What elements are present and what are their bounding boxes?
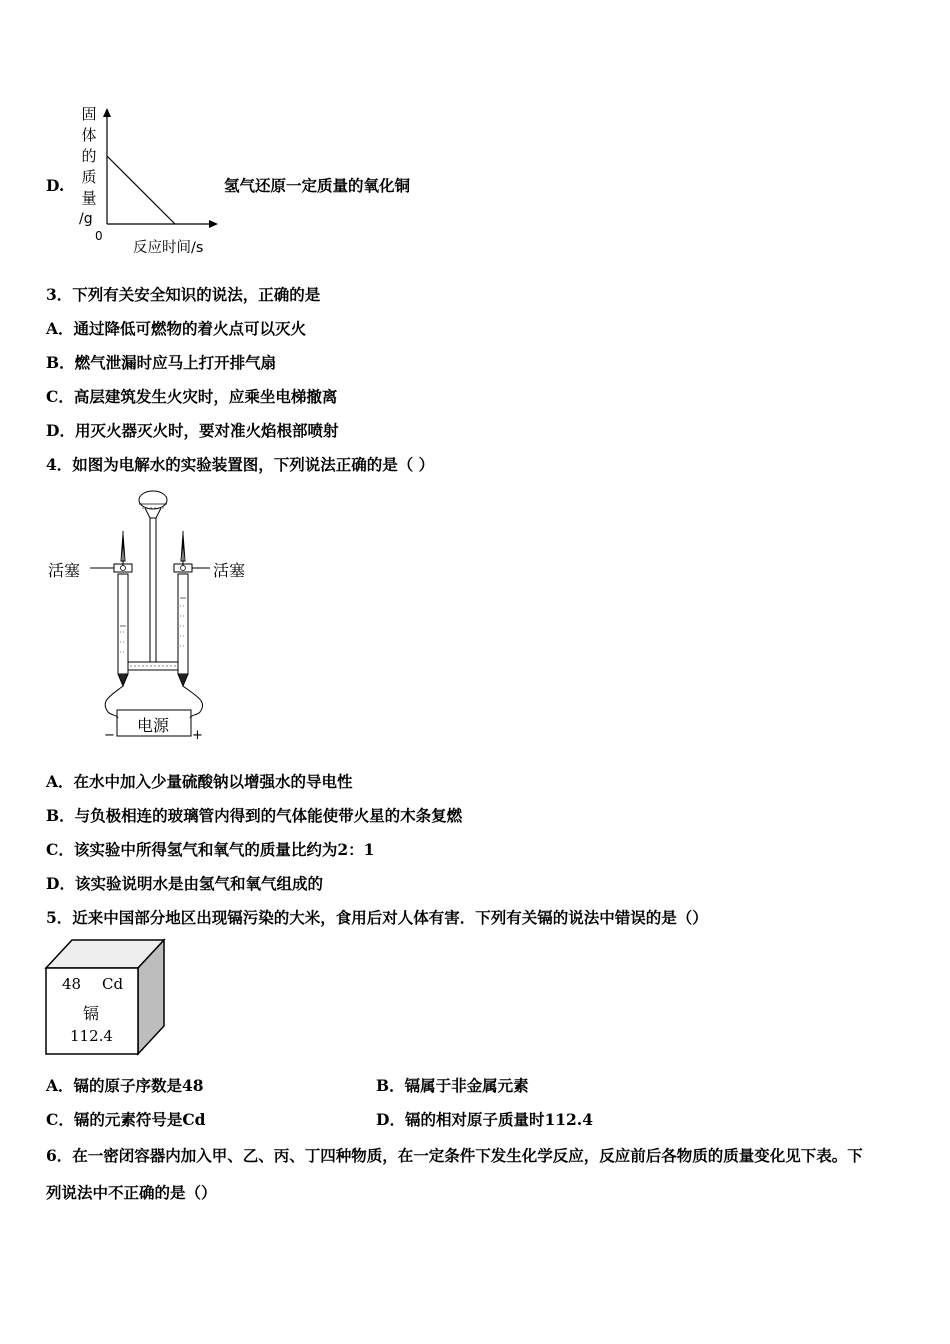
graph-y-char: 体: [81, 126, 97, 144]
q4-option-d: D．该实验说明水是由氢气和氧气组成的: [46, 874, 323, 893]
graph-y-char: 质: [81, 168, 97, 186]
q6-stem-line1: 6．在一密闭容器内加入甲、乙、丙、丁四种物质，在一定条件下发生化学反应，反应前后各物质的质量变化见下表。下: [46, 1146, 863, 1165]
graph-y-char: 的: [81, 147, 97, 165]
graph-y-char: 固: [81, 105, 97, 123]
q3-option-a: A．通过降低可燃物的着火点可以灭火: [46, 319, 307, 338]
q3-option-b: B．燃气泄漏时应马上打开排气扇: [46, 353, 277, 372]
element-mass: 112.4: [70, 1027, 113, 1045]
right-wire: [183, 686, 203, 718]
graph-x-label: 反应时间/s: [133, 240, 204, 256]
q3-option-d: D．用灭火器灭火时，要对准火焰根部喷射: [46, 421, 339, 440]
q4-stem: 4．如图为电解水的实验装置图，下列说法正确的是（ ）: [46, 455, 435, 474]
right-electrode: [178, 674, 188, 686]
q5-option-c: C．镉的元素符号是Cd: [46, 1110, 206, 1129]
graph-y-label: [79, 104, 99, 209]
q3-stem: 3．下列有关安全知识的说法，正确的是: [46, 285, 321, 304]
q5-option-d: D．镉的相对原子质量时112.4: [376, 1110, 593, 1129]
q2-option-d-caption: 氢气还原一定质量的氧化铜: [224, 176, 411, 195]
positive-terminal: +: [192, 728, 203, 743]
q4-option-b: B．与负极相连的玻璃管内得到的气体能使带火星的木条复燃: [46, 806, 463, 825]
negative-terminal: −: [104, 728, 115, 743]
electrolysis-apparatus: [90, 486, 240, 746]
graph-y-arrow: [103, 108, 111, 117]
q3-option-c: C．高层建筑发生火灾时，应乘坐电梯撤离: [46, 387, 338, 406]
element-name: 镉: [83, 1004, 100, 1023]
q5-option-b: B．镉属于非金属元素: [376, 1076, 529, 1095]
q4-option-c: C．该实验中所得氢气和氧气的质量比约为2：1: [46, 840, 375, 859]
q6-stem-line2: 列说法中不正确的是（）: [46, 1183, 217, 1202]
q2-option-d-letter: D.: [46, 176, 65, 195]
power-source-label: 电源: [137, 716, 170, 735]
element-number: 48: [62, 975, 82, 993]
q5-stem: 5．近来中国部分地区出现镉污染的大米，食用后对人体有害．下列有关镉的说法中错误的是（）: [46, 908, 708, 927]
q5-option-a: A．镉的原子序数是48: [46, 1076, 204, 1095]
left-stopcock-label: 活塞: [48, 561, 81, 580]
element-symbol: Cd: [102, 975, 124, 993]
left-electrode: [118, 674, 128, 686]
graph-mass-line: [107, 156, 175, 224]
graph-y-char: 量: [81, 189, 97, 207]
left-wire: [105, 686, 123, 718]
funnel-bulb: [139, 491, 167, 509]
right-stopcock-label: 活塞: [213, 561, 246, 580]
right-tube: [178, 574, 188, 674]
graph-origin: 0: [95, 229, 103, 243]
graph-y-unit: /g: [79, 211, 93, 227]
q4-option-a: A．在水中加入少量硫酸钠以增强水的导电性: [46, 772, 353, 791]
left-tube: [118, 574, 128, 674]
graph-x-arrow: [209, 220, 218, 228]
